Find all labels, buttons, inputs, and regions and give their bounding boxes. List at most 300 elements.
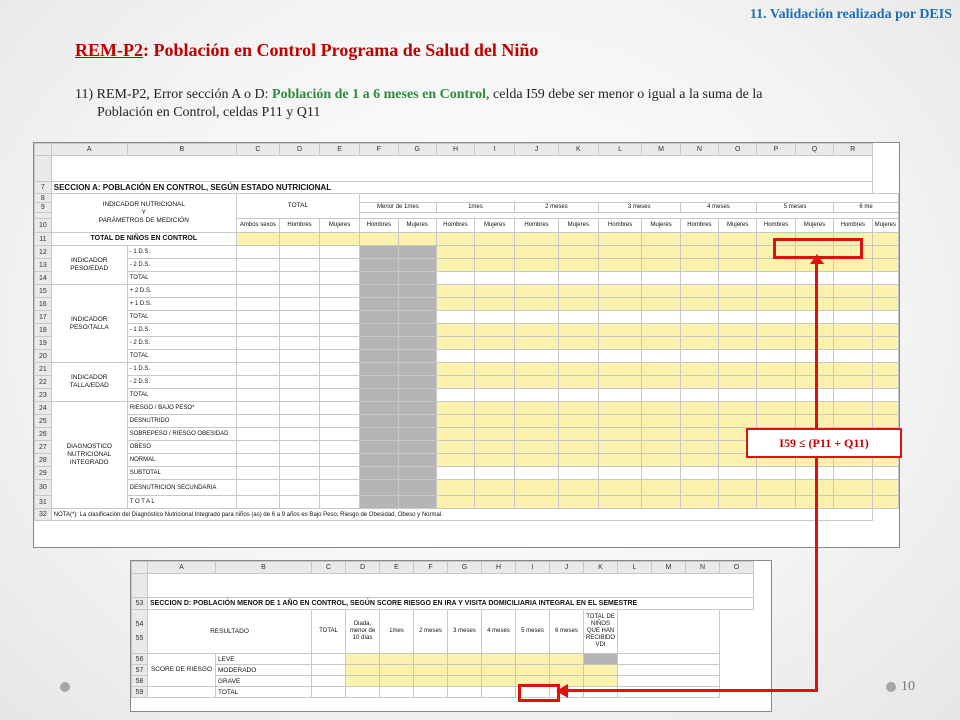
data-cell[interactable] <box>642 415 680 428</box>
data-cell[interactable] <box>719 376 757 389</box>
data-cell[interactable] <box>312 676 346 687</box>
data-cell[interactable] <box>236 298 279 311</box>
data-cell[interactable] <box>833 389 872 402</box>
data-cell[interactable] <box>475 389 515 402</box>
data-cell[interactable] <box>360 272 399 285</box>
data-cell[interactable] <box>642 259 680 272</box>
data-cell[interactable] <box>719 324 757 337</box>
data-cell[interactable] <box>398 324 436 337</box>
data-cell[interactable] <box>475 324 515 337</box>
data-cell[interactable] <box>475 376 515 389</box>
data-cell[interactable] <box>398 272 436 285</box>
data-cell[interactable] <box>279 389 319 402</box>
data-cell[interactable] <box>398 259 436 272</box>
row-header[interactable]: 26 <box>35 428 52 441</box>
data-cell[interactable] <box>642 402 680 415</box>
data-cell[interactable] <box>360 350 399 363</box>
data-cell[interactable] <box>475 454 515 467</box>
data-cell[interactable] <box>236 324 279 337</box>
data-cell[interactable] <box>757 350 796 363</box>
col-header[interactable]: A <box>51 144 127 156</box>
data-cell[interactable] <box>757 467 796 480</box>
data-cell[interactable] <box>642 337 680 350</box>
row-header[interactable]: 28 <box>35 454 52 467</box>
col-header[interactable]: H <box>482 562 516 574</box>
data-cell[interactable] <box>872 496 898 509</box>
data-cell[interactable] <box>320 376 360 389</box>
data-cell[interactable] <box>558 311 598 324</box>
data-cell[interactable] <box>642 272 680 285</box>
data-cell[interactable] <box>346 676 380 687</box>
col-header[interactable]: D <box>346 562 380 574</box>
data-cell[interactable] <box>833 467 872 480</box>
row-header[interactable]: 16 <box>35 298 52 311</box>
data-cell[interactable] <box>436 298 475 311</box>
data-cell[interactable] <box>436 246 475 259</box>
data-cell[interactable] <box>872 480 898 496</box>
data-cell[interactable] <box>436 376 475 389</box>
data-cell[interactable] <box>515 363 559 376</box>
data-cell[interactable] <box>398 402 436 415</box>
data-cell[interactable] <box>833 415 872 428</box>
col-header[interactable]: J <box>550 562 584 574</box>
data-cell[interactable] <box>279 454 319 467</box>
data-cell[interactable] <box>833 259 872 272</box>
data-cell[interactable] <box>320 311 360 324</box>
row-header[interactable]: 8 <box>35 194 52 203</box>
data-cell[interactable] <box>719 259 757 272</box>
data-cell[interactable] <box>558 350 598 363</box>
data-cell[interactable] <box>515 311 559 324</box>
data-cell[interactable] <box>414 676 448 687</box>
data-cell[interactable] <box>719 389 757 402</box>
data-cell[interactable] <box>360 246 399 259</box>
data-cell[interactable] <box>833 298 872 311</box>
data-cell[interactable] <box>598 285 642 298</box>
row-header[interactable]: 21 <box>35 363 52 376</box>
data-cell[interactable] <box>719 298 757 311</box>
data-cell[interactable] <box>642 298 680 311</box>
col-header[interactable]: B <box>216 562 312 574</box>
data-cell[interactable] <box>360 285 399 298</box>
data-cell[interactable] <box>475 246 515 259</box>
data-cell[interactable] <box>680 363 719 376</box>
data-cell[interactable] <box>320 298 360 311</box>
data-cell[interactable] <box>320 441 360 454</box>
row-header[interactable]: 30 <box>35 480 52 496</box>
data-cell[interactable] <box>872 402 898 415</box>
col-header[interactable]: P <box>757 144 796 156</box>
data-cell[interactable] <box>436 467 475 480</box>
data-cell[interactable] <box>598 272 642 285</box>
data-cell[interactable] <box>757 259 796 272</box>
data-cell[interactable] <box>719 467 757 480</box>
data-cell[interactable] <box>872 389 898 402</box>
data-cell[interactable] <box>475 415 515 428</box>
data-cell[interactable] <box>312 654 346 665</box>
data-cell[interactable] <box>872 467 898 480</box>
data-cell[interactable] <box>642 467 680 480</box>
data-cell[interactable] <box>436 389 475 402</box>
data-cell[interactable] <box>757 285 796 298</box>
data-cell[interactable] <box>236 480 279 496</box>
data-cell[interactable] <box>475 402 515 415</box>
data-cell[interactable] <box>360 402 399 415</box>
data-cell[interactable] <box>312 687 346 698</box>
data-cell[interactable] <box>320 324 360 337</box>
data-cell[interactable] <box>320 389 360 402</box>
data-cell[interactable] <box>398 480 436 496</box>
data-cell[interactable] <box>436 311 475 324</box>
data-cell[interactable] <box>642 441 680 454</box>
col-header[interactable]: G <box>448 562 482 574</box>
data-cell[interactable] <box>558 402 598 415</box>
data-cell[interactable] <box>448 665 482 676</box>
data-cell[interactable] <box>320 363 360 376</box>
row-header[interactable]: 23 <box>35 389 52 402</box>
data-cell[interactable] <box>515 480 559 496</box>
data-cell[interactable] <box>475 272 515 285</box>
data-cell[interactable] <box>550 665 584 676</box>
col-header[interactable]: M <box>642 144 680 156</box>
data-cell[interactable] <box>680 454 719 467</box>
data-cell[interactable] <box>757 272 796 285</box>
data-cell[interactable] <box>833 285 872 298</box>
data-cell[interactable] <box>598 233 642 246</box>
data-cell[interactable] <box>279 428 319 441</box>
data-cell[interactable] <box>236 246 279 259</box>
data-cell[interactable] <box>236 272 279 285</box>
data-cell[interactable] <box>279 402 319 415</box>
data-cell[interactable] <box>642 389 680 402</box>
col-header[interactable]: K <box>558 144 598 156</box>
data-cell[interactable] <box>236 402 279 415</box>
data-cell[interactable] <box>516 654 550 665</box>
data-cell[interactable] <box>236 454 279 467</box>
data-cell[interactable] <box>872 350 898 363</box>
data-cell[interactable] <box>320 285 360 298</box>
data-cell[interactable] <box>872 324 898 337</box>
data-cell[interactable] <box>236 428 279 441</box>
row-header[interactable] <box>35 156 52 182</box>
data-cell[interactable] <box>515 389 559 402</box>
data-cell[interactable] <box>436 233 475 246</box>
data-cell[interactable] <box>680 311 719 324</box>
data-cell[interactable] <box>398 467 436 480</box>
data-cell[interactable] <box>448 687 482 698</box>
data-cell[interactable] <box>515 350 559 363</box>
data-cell[interactable] <box>833 272 872 285</box>
data-cell[interactable] <box>598 454 642 467</box>
data-cell[interactable] <box>833 363 872 376</box>
data-cell[interactable] <box>398 350 436 363</box>
data-cell[interactable] <box>360 337 399 350</box>
data-cell[interactable] <box>436 415 475 428</box>
data-cell[interactable] <box>360 259 399 272</box>
data-cell[interactable] <box>680 246 719 259</box>
row-header[interactable]: 13 <box>35 259 52 272</box>
data-cell[interactable] <box>680 415 719 428</box>
data-cell[interactable] <box>757 480 796 496</box>
data-cell[interactable] <box>872 337 898 350</box>
row-header[interactable]: 9 <box>35 203 52 213</box>
data-cell[interactable] <box>448 654 482 665</box>
data-cell[interactable] <box>279 467 319 480</box>
data-cell[interactable] <box>279 415 319 428</box>
col-header[interactable]: M <box>652 562 686 574</box>
data-cell[interactable] <box>398 428 436 441</box>
data-cell[interactable] <box>757 376 796 389</box>
data-cell[interactable] <box>757 298 796 311</box>
data-cell[interactable] <box>642 363 680 376</box>
data-cell[interactable] <box>475 363 515 376</box>
data-cell[interactable] <box>680 324 719 337</box>
data-cell[interactable] <box>482 654 516 665</box>
data-cell[interactable] <box>872 233 898 246</box>
col-header[interactable]: C <box>312 562 346 574</box>
data-cell[interactable] <box>436 441 475 454</box>
data-cell[interactable] <box>558 233 598 246</box>
row-header[interactable]: 58 <box>132 676 148 687</box>
row-header[interactable]: 14 <box>35 272 52 285</box>
data-cell[interactable] <box>598 350 642 363</box>
data-cell[interactable] <box>680 350 719 363</box>
col-header[interactable]: N <box>686 562 720 574</box>
data-cell[interactable] <box>872 272 898 285</box>
col-header[interactable]: D <box>279 144 319 156</box>
row-header[interactable]: 57 <box>132 665 148 676</box>
data-cell[interactable] <box>598 441 642 454</box>
data-cell[interactable] <box>833 311 872 324</box>
data-cell[interactable] <box>398 389 436 402</box>
data-cell[interactable] <box>598 246 642 259</box>
data-cell[interactable] <box>279 363 319 376</box>
data-cell[interactable] <box>346 654 380 665</box>
data-cell[interactable] <box>279 480 319 496</box>
data-cell[interactable] <box>320 337 360 350</box>
col-header[interactable]: L <box>598 144 642 156</box>
data-cell[interactable] <box>475 285 515 298</box>
data-cell[interactable] <box>279 246 319 259</box>
data-cell[interactable] <box>642 285 680 298</box>
data-cell[interactable] <box>642 233 680 246</box>
data-cell[interactable] <box>680 233 719 246</box>
data-cell[interactable] <box>398 415 436 428</box>
data-cell[interactable] <box>515 298 559 311</box>
data-cell[interactable] <box>475 259 515 272</box>
data-cell[interactable] <box>515 454 559 467</box>
data-cell[interactable] <box>757 337 796 350</box>
data-cell[interactable] <box>320 496 360 509</box>
data-cell[interactable] <box>360 298 399 311</box>
data-cell[interactable] <box>680 480 719 496</box>
row-header[interactable]: 7 <box>35 182 52 194</box>
data-cell[interactable] <box>436 285 475 298</box>
data-cell[interactable] <box>872 285 898 298</box>
data-cell[interactable] <box>279 272 319 285</box>
data-cell[interactable] <box>236 350 279 363</box>
data-cell[interactable] <box>279 311 319 324</box>
data-cell[interactable] <box>757 311 796 324</box>
data-cell[interactable] <box>598 467 642 480</box>
data-cell[interactable] <box>598 376 642 389</box>
data-cell[interactable] <box>436 402 475 415</box>
data-cell[interactable] <box>236 233 279 246</box>
data-cell[interactable] <box>642 428 680 441</box>
data-cell[interactable] <box>598 402 642 415</box>
data-cell[interactable] <box>436 259 475 272</box>
data-cell[interactable] <box>398 441 436 454</box>
data-cell[interactable] <box>515 415 559 428</box>
data-cell[interactable] <box>872 259 898 272</box>
row-header[interactable]: 25 <box>35 415 52 428</box>
data-cell[interactable] <box>360 376 399 389</box>
data-cell[interactable] <box>550 654 584 665</box>
data-cell[interactable] <box>680 376 719 389</box>
data-cell[interactable] <box>320 246 360 259</box>
data-cell[interactable] <box>279 337 319 350</box>
data-cell[interactable] <box>398 311 436 324</box>
data-cell[interactable] <box>558 285 598 298</box>
data-cell[interactable] <box>680 402 719 415</box>
data-cell[interactable] <box>833 324 872 337</box>
data-cell[interactable] <box>380 665 414 676</box>
data-cell[interactable] <box>872 311 898 324</box>
row-header[interactable]: 10 <box>35 219 52 233</box>
col-header[interactable]: J <box>515 144 559 156</box>
data-cell[interactable] <box>598 311 642 324</box>
row-header[interactable]: 19 <box>35 337 52 350</box>
data-cell[interactable] <box>719 350 757 363</box>
data-cell[interactable] <box>236 441 279 454</box>
data-cell[interactable] <box>515 285 559 298</box>
data-cell[interactable] <box>680 337 719 350</box>
data-cell[interactable] <box>414 665 448 676</box>
data-cell[interactable] <box>279 298 319 311</box>
col-header[interactable]: C <box>236 144 279 156</box>
data-cell[interactable] <box>558 467 598 480</box>
data-cell[interactable] <box>833 350 872 363</box>
data-cell[interactable] <box>558 259 598 272</box>
data-cell[interactable] <box>279 496 319 509</box>
data-cell[interactable] <box>236 496 279 509</box>
data-cell[interactable] <box>833 402 872 415</box>
data-cell[interactable] <box>598 480 642 496</box>
data-cell[interactable] <box>584 665 618 676</box>
data-cell[interactable] <box>398 298 436 311</box>
row-header[interactable]: 32 <box>35 509 52 521</box>
data-cell[interactable] <box>398 363 436 376</box>
data-cell[interactable] <box>872 415 898 428</box>
data-cell[interactable] <box>598 428 642 441</box>
row-header[interactable]: 15 <box>35 285 52 298</box>
data-cell[interactable] <box>558 428 598 441</box>
data-cell[interactable] <box>515 246 559 259</box>
data-cell[interactable] <box>757 324 796 337</box>
data-cell[interactable] <box>598 415 642 428</box>
data-cell[interactable] <box>680 428 719 441</box>
data-cell[interactable] <box>872 298 898 311</box>
data-cell[interactable] <box>236 285 279 298</box>
col-header[interactable]: O <box>720 562 754 574</box>
data-cell[interactable] <box>558 389 598 402</box>
data-cell[interactable] <box>436 480 475 496</box>
data-cell[interactable] <box>360 363 399 376</box>
data-cell[interactable] <box>584 654 618 665</box>
data-cell[interactable] <box>482 676 516 687</box>
row-header[interactable]: 54 55 <box>132 610 148 654</box>
col-header[interactable]: A <box>148 562 216 574</box>
col-header[interactable]: I <box>516 562 550 574</box>
col-header[interactable]: O <box>719 144 757 156</box>
data-cell[interactable] <box>598 324 642 337</box>
data-cell[interactable] <box>757 402 796 415</box>
data-cell[interactable] <box>236 389 279 402</box>
data-cell[interactable] <box>558 441 598 454</box>
data-cell[interactable] <box>719 415 757 428</box>
data-cell[interactable] <box>515 337 559 350</box>
data-cell[interactable] <box>757 496 796 509</box>
data-cell[interactable] <box>872 363 898 376</box>
data-cell[interactable] <box>680 496 719 509</box>
data-cell[interactable] <box>279 441 319 454</box>
data-cell[interactable] <box>398 233 436 246</box>
data-cell[interactable] <box>360 233 399 246</box>
data-cell[interactable] <box>360 441 399 454</box>
col-header[interactable]: E <box>380 562 414 574</box>
data-cell[interactable] <box>642 454 680 467</box>
data-cell[interactable] <box>475 496 515 509</box>
data-cell[interactable] <box>719 337 757 350</box>
data-cell[interactable] <box>360 496 399 509</box>
data-cell[interactable] <box>515 376 559 389</box>
col-header[interactable]: E <box>320 144 360 156</box>
data-cell[interactable] <box>680 298 719 311</box>
data-cell[interactable] <box>598 337 642 350</box>
data-cell[interactable] <box>436 454 475 467</box>
data-cell[interactable] <box>475 441 515 454</box>
data-cell[interactable] <box>719 285 757 298</box>
data-cell[interactable] <box>558 454 598 467</box>
data-cell[interactable] <box>360 454 399 467</box>
data-cell[interactable] <box>598 389 642 402</box>
row-header[interactable]: 18 <box>35 324 52 337</box>
data-cell[interactable] <box>360 311 399 324</box>
data-cell[interactable] <box>320 480 360 496</box>
data-cell[interactable] <box>320 428 360 441</box>
data-cell[interactable] <box>833 480 872 496</box>
data-cell[interactable] <box>236 467 279 480</box>
data-cell[interactable] <box>279 233 319 246</box>
data-cell[interactable] <box>279 376 319 389</box>
data-cell[interactable] <box>475 480 515 496</box>
data-cell[interactable] <box>515 467 559 480</box>
row-header[interactable]: 17 <box>35 311 52 324</box>
data-cell[interactable] <box>236 415 279 428</box>
data-cell[interactable] <box>642 311 680 324</box>
data-cell[interactable] <box>515 496 559 509</box>
col-header[interactable]: F <box>414 562 448 574</box>
data-cell[interactable] <box>236 376 279 389</box>
data-cell[interactable] <box>642 480 680 496</box>
data-cell[interactable] <box>680 389 719 402</box>
data-cell[interactable] <box>719 402 757 415</box>
data-cell[interactable] <box>558 480 598 496</box>
data-cell[interactable] <box>475 428 515 441</box>
data-cell[interactable] <box>757 415 796 428</box>
data-cell[interactable] <box>436 337 475 350</box>
data-cell[interactable] <box>475 233 515 246</box>
